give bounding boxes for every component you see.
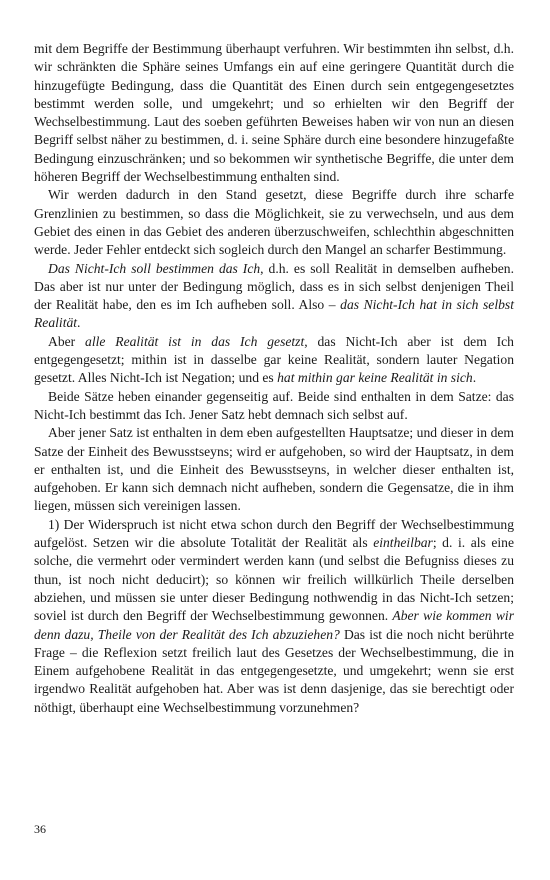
paragraph bbox=[34, 186, 514, 259]
body-text: , d.h. es soll Realität in demselben aufheben. Das aber ist nur unter der Bedingung möglich, dass es in sich selbst denjenigen Theil der Realität habe, den es im Ich aufheben soll. Also – bbox=[34, 260, 514, 313]
paragraph bbox=[34, 388, 514, 425]
body-text: Beide Sätze heben einander gegenseitig auf. Beide sind enthalten in dem Satze: das Nicht-Ich bestimmt das Ich. Jener Satz hebt demnach sich selbst auf. bbox=[34, 388, 514, 422]
emphasis-text: eintheilbar bbox=[373, 535, 433, 551]
paragraph bbox=[34, 40, 514, 186]
body-text: 1) Der Widerspruch ist nicht etwa schon durch den Begriff der Wechselbestimmung aufgelöst. Setzen wir die absolute Totalität der Realität als bbox=[34, 516, 514, 551]
body-text: . bbox=[77, 315, 81, 331]
body-text: Aber bbox=[48, 333, 86, 349]
body-text: Aber jener Satz ist enthalten in dem eben aufgestellten Hauptsatze; und dieser in dem Satze der Einheit des Bewusstseyns; wird er aufgehoben, so wird der Hauptsatz, in dem er enthalten ist, und die Einheit des Bewusstseyns, in welcher dieser enthalten ist, aufgehoben. Er kann sich demnach nicht aufheben, sondern die Gegensatze, die in ihm liegen, müssen sich vereinigen lassen. bbox=[34, 425, 514, 514]
paragraph bbox=[34, 424, 514, 515]
page-body bbox=[34, 40, 514, 717]
paragraph bbox=[34, 333, 514, 388]
body-text: , das Nicht-Ich aber ist dem Ich entgegengesetzt; mithin ist in dasselbe gar keine Realität, sondern lauter Negation gesetzt. Alles Nicht-Ich ist Negation; und es bbox=[34, 333, 514, 386]
emphasis-text: Aber wie kommen wir denn dazu, Theile von der Realität des Ich abzuziehen? bbox=[34, 608, 514, 642]
body-text: Das ist die noch nicht berührte Frage – die Reflexion setzt freilich laut des Gesetzes der Wechselbestimmung, die in Einem aufgehobene Realität in das entgegengesetzte, und umgekehrt; wenn sie erst irgendwo Realität aufgehoben hat. Aber was ist denn dasjenige, das sie berechtigt oder nöthigt, überhaupt eine Wechselbestimmung vorzunehmen? bbox=[34, 626, 514, 715]
emphasis-text: alle Realität ist in das Ich gesetzt bbox=[85, 333, 305, 349]
body-text: Wir werden dadurch in den Stand gesetzt, diese Begriffe durch ihre scharfe Grenzlinien zu bestimmen, so dass die Möglichkeit, sie zu verwechseln, und aus dem Gebiet des einen in das Gebiet des anderen überzuschweifen, schlechthin abgeschnitten werde. Jeder Fehler entdeckt sich sogleich durch den Mangel an scharfer Bestimmung. bbox=[34, 187, 514, 258]
body-text: . bbox=[472, 370, 477, 386]
emphasis-text: das Nicht-Ich hat in sich selbst Realität bbox=[34, 297, 514, 331]
paragraph bbox=[34, 516, 514, 717]
page-number: 36 bbox=[34, 822, 46, 836]
emphasis-text: hat mithin gar keine Realität in sich bbox=[277, 370, 473, 386]
body-text: ; d. i. als eine solche, die vermehrt oder vermindert werden kann (und selbst die Befugniss dieses zu thun, ist noch nicht deducirt); so können wir freilich willkürlich Theile derselben abziehen, und müssen sie unter dieser Bedingung nothwendig in das Nicht-Ich setzen; soviel ist durch den Begriff der Wechselbestimmung gewonnen. bbox=[34, 535, 514, 624]
paragraph bbox=[34, 260, 514, 333]
emphasis-text: Das Nicht-Ich soll bestimmen das Ich bbox=[48, 260, 261, 276]
body-text: mit dem Begriffe der Bestimmung überhaupt verfuhren. Wir bestimmten ihn selbst, d.h. wir schränkten die Sphäre seines Umfangs ein auf eine geringere Quantität durch die hinzugefügte Bedingung, dass die Quantität des Einen durch sein entgegengesetztes bestimmt werden solle, und umgekehrt; und so erhielten wir den Begriff der Wechselbestimmung. Laut des soeben geführten Beweises haben wir von nun an diesen Begriff selbst näher zu bestimmen, d. i. seine Sphäre durch eine besondere hinzugefaßte Bedingung einzuschränken; und so bekommen wir synthetische Begriffe, die unter dem höheren Begriff der Wechselbestimmung enthalten sind. bbox=[34, 41, 514, 185]
